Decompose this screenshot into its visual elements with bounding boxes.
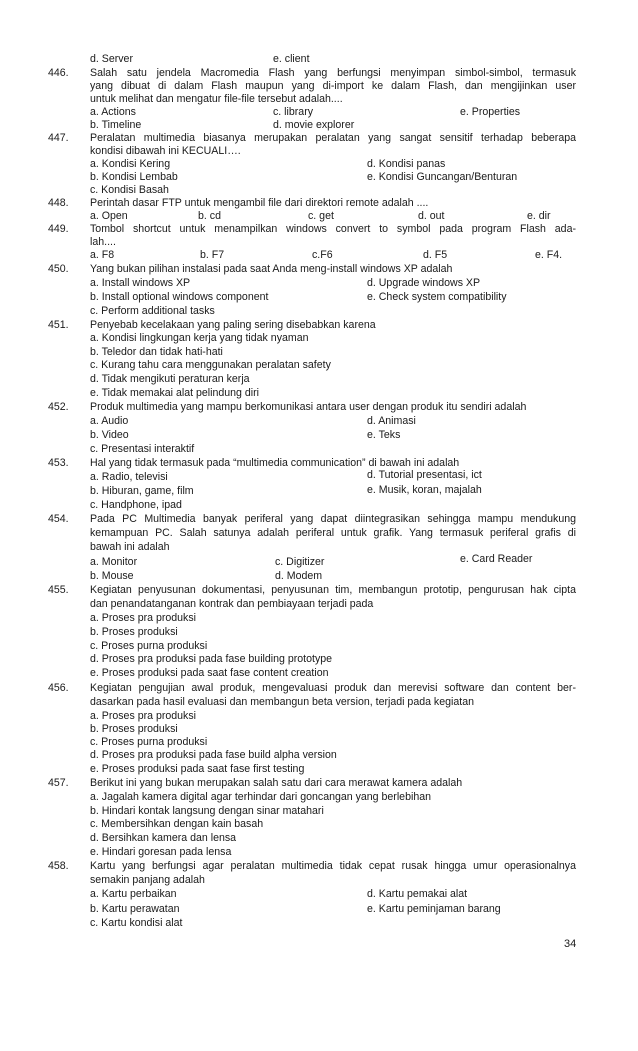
- option-a: a. Open: [90, 210, 128, 222]
- option-d: d. Modem: [275, 570, 323, 582]
- option-c: c. Handphone, ipad: [90, 499, 182, 511]
- option-c: c. Presentasi interaktif: [90, 443, 195, 455]
- option-d: d. Animasi: [367, 415, 416, 427]
- option-c: c. Kartu kondisi alat: [90, 917, 183, 929]
- question-text: dan penandatanganan kontrak dan pembiayaan terjadi pada: [90, 598, 374, 610]
- option-e: e. Proses produksi pada saat fase first testing: [90, 763, 305, 775]
- option-d: d. Proses pra produksi pada fase building prototype: [90, 653, 333, 665]
- option-d: d. Tidak mengikuti peraturan kerja: [90, 373, 250, 385]
- option-e: e. client: [273, 53, 310, 65]
- option-b: b. Video: [90, 429, 129, 441]
- question-text: Perintah dasar FTP untuk mengambil file dari direktori remote adalah ....: [90, 197, 429, 209]
- option-a: a. Kondisi lingkungan kerja yang tidak nyaman: [90, 332, 309, 344]
- question-text: Yang bukan pilihan instalasi pada saat Anda meng-install windows XP adalah: [90, 263, 453, 275]
- option-e: e. Hindari goresan pada lensa: [90, 846, 232, 858]
- question-text: semakin panjang adalah: [90, 874, 205, 886]
- option-d: d. Bersihkan kamera dan lensa: [90, 832, 237, 844]
- option-b: b. Timeline: [90, 119, 142, 131]
- question-text: Tombol shortcut untuk menampilkan windows convert to symbol pada program Flash ada-: [90, 223, 576, 235]
- option-e: e. Proses produksi pada saat fase content creation: [90, 667, 329, 679]
- question-text: lah....: [90, 236, 116, 248]
- question-text: Kegiatan pengujian awal produk, mengevaluasi produk dan merevisi software dan content ber-: [90, 682, 576, 694]
- question-text: Hal yang tidak termasuk pada “multimedia communication” di bawah ini adalah: [90, 457, 460, 469]
- option-c: c. Proses purna produksi: [90, 736, 208, 748]
- option-b: b. cd: [198, 210, 221, 222]
- question-number: 458.: [48, 860, 69, 872]
- option-d: d. out: [418, 210, 445, 222]
- question-text: Salah satu jendela Macromedia Flash yang berfungsi menyimpan simbol-simbol, termasuk: [90, 67, 576, 79]
- option-e: e. Musik, koran, majalah: [367, 484, 482, 496]
- option-b: b. Hiburan, game, film: [90, 485, 194, 497]
- option-a: a. Kartu perbaikan: [90, 888, 177, 900]
- option-b: b. Mouse: [90, 570, 134, 582]
- option-d: d. Tutorial presentasi, ict: [367, 469, 482, 481]
- option-b: b. Install optional windows component: [90, 291, 269, 303]
- question-number: 450.: [48, 263, 69, 275]
- option-c: c. get: [308, 210, 334, 222]
- option-d: d. Upgrade windows XP: [367, 277, 481, 289]
- option-e: e. F4.: [535, 249, 563, 261]
- option-d: d. Kartu pemakai alat: [367, 888, 468, 900]
- option-e: e. Properties: [460, 106, 521, 118]
- option-a: a. Audio: [90, 415, 129, 427]
- option-e: e. Tidak memakai alat pelindung diri: [90, 387, 260, 399]
- question-number: 452.: [48, 401, 69, 413]
- option-b: b. Kondisi Lembab: [90, 171, 178, 183]
- question-text: dasarkan pada hasil evaluasi dan membangun beta version, terjadi pada kegiatan: [90, 696, 474, 708]
- question-text: bawah ini adalah: [90, 541, 170, 553]
- question-text: Kegiatan penyusunan dokumentasi, penyusunan tim, membangun prototip, pengurusan hak cipta: [90, 584, 576, 596]
- page-number: 34: [564, 938, 577, 950]
- option-d: d. F5: [423, 249, 448, 261]
- option-c: c. Kurang tahu cara menggunakan peralatan safety: [90, 359, 331, 371]
- question-text: yang dibuat di dalam Flash maupun yang di-import ke dalam Flash, dan mengijinkan user: [90, 80, 576, 92]
- option-e: e. Kondisi Guncangan/Benturan: [367, 171, 518, 183]
- option-c: c. Digitizer: [275, 556, 325, 568]
- option-e: e. Kartu peminjaman barang: [367, 903, 501, 915]
- question-text: Pada PC Multimedia banyak periferal yang dapat diintegrasikan sehingga mampu mendukung: [90, 513, 576, 525]
- option-c: c. Kondisi Basah: [90, 184, 169, 196]
- option-e: e. Teks: [367, 429, 401, 441]
- option-c: c. Proses purna produksi: [90, 640, 208, 652]
- option-e: e. Card Reader: [460, 553, 533, 565]
- question-text: untuk melihat dan mengatur file-file tersebut adalah....: [90, 93, 343, 105]
- option-a: a. Kondisi Kering: [90, 158, 171, 170]
- question-text: kemampuan PC. Salah satunya adalah periferal untuk grafik. Yang termasuk periferal grafis di: [90, 527, 576, 539]
- question-text: Penyebab kecelakaan yang paling sering disebabkan karena: [90, 319, 376, 331]
- option-e: e. Check system compatibility: [367, 291, 507, 303]
- question-number: 451.: [48, 319, 69, 331]
- question-number: 457.: [48, 777, 69, 789]
- question-number: 448.: [48, 197, 69, 209]
- question-text: Produk multimedia yang mampu berkomunikasi antara user dengan produk itu sendiri adalah: [90, 401, 527, 413]
- option-a: a. Proses pra produksi: [90, 710, 196, 722]
- option-b: b. Proses produksi: [90, 723, 178, 735]
- question-number: 456.: [48, 682, 69, 694]
- option-b: b. Proses produksi: [90, 626, 178, 638]
- option-c: c. Perform additional tasks: [90, 305, 215, 317]
- option-e: e. dir: [527, 210, 551, 222]
- question-text: Peralatan multimedia biasanya merupakan peralatan yang sangat sensitif terhadap beberapa: [90, 132, 576, 144]
- option-c: c. library: [273, 106, 314, 118]
- option-b: b. Hindari kontak langsung dengan sinar matahari: [90, 805, 324, 817]
- question-number: 446.: [48, 67, 69, 79]
- option-d: d. Proses pra produksi pada fase build alpha version: [90, 749, 337, 761]
- question-number: 453.: [48, 457, 69, 469]
- question-number: 447.: [48, 132, 69, 144]
- question-text: Kartu yang berfungsi agar peralatan multimedia tidak cepat rusak hingga umur operasionalnya: [90, 860, 576, 872]
- option-a: a. Monitor: [90, 556, 138, 568]
- option-b: b. F7: [200, 249, 225, 261]
- option-b: b. Teledor dan tidak hati-hati: [90, 346, 223, 358]
- option-d: d. Kondisi panas: [367, 158, 446, 170]
- question-text: Berikut ini yang bukan merupakan salah satu dari cara merawat kamera adalah: [90, 777, 463, 789]
- question-number: 454.: [48, 513, 69, 525]
- question-number: 449.: [48, 223, 69, 235]
- question-number: 455.: [48, 584, 69, 596]
- question-text: kondisi dibawah ini KECUALI….: [90, 145, 241, 157]
- option-c: c. Membersihkan dengan kain basah: [90, 818, 264, 830]
- option-d: d. Server: [90, 53, 133, 65]
- option-c: c.F6: [312, 249, 333, 261]
- option-a: a. Install windows XP: [90, 277, 191, 289]
- option-b: b. Kartu perawatan: [90, 903, 180, 915]
- option-a: a. Proses pra produksi: [90, 612, 196, 624]
- option-a: a. Jagalah kamera digital agar terhindar dari goncangan yang berlebihan: [90, 791, 431, 803]
- option-d: d. movie explorer: [273, 119, 355, 131]
- option-a: a. Actions: [90, 106, 136, 118]
- option-a: a. F8: [90, 249, 115, 261]
- option-a: a. Radio, televisi: [90, 471, 168, 483]
